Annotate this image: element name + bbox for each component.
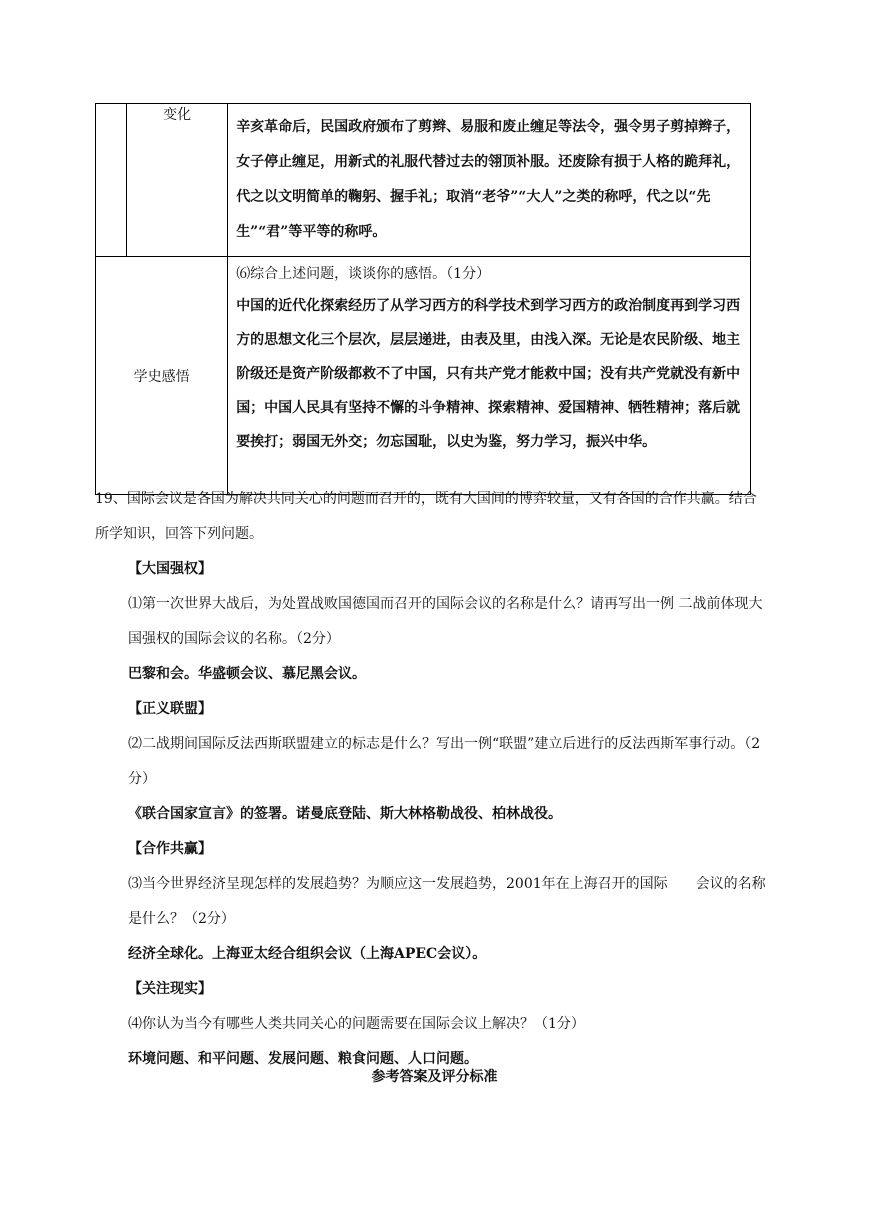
section-answer: 巴黎和会。华盛顿会议、慕尼黑会议。 [128,666,366,682]
section-heading: 【合作共赢】 [128,841,212,857]
table-empty-cell [96,104,127,257]
section-answer: 环境问题、和平问题、发展问题、粮食问题、人口问题。 [128,1051,478,1067]
section-heading: 【大国强权】 [128,561,212,577]
section-question: ⑶当今世界经济呈现怎样的发展趋势？为顺应这一发展趋势，2001年在上海召开的国际 会议的名称是什么？（2分） [128,876,766,927]
history-table [95,103,751,495]
section-question: ⑷你认为当今有哪些人类共同关心的问题需要在国际会议上解决？（1分） [128,1016,585,1032]
table-row [96,104,751,257]
change-text: 辛亥革命后，民国政府颁布了剪辫、易服和废止缠足等法令，强令男子剪掉辫子，女子停止缠足，用新式的礼服代替过去的翎顶补服。还废除有损于人格的跪拜礼，代之以文明简单的鞠躬、握手礼；取消“老爷”“大人”之类的称呼，代之以“先生”“君”等平等的称呼。 [236,119,741,240]
row-label-change: 变化 [127,104,228,257]
section-question: ⑴第一次世界大战后，为处置战败国德国而召开的国际会议的名称是什么？请再写出一例 二战前体现大国强权的国际会议的名称。（2分） [128,596,763,647]
question-19 [95,482,767,1077]
reflection-answer: 中国的近代化探索经历了从学习西方的科学技术到学习西方的政治制度再到学习西方的思想文化三个层次，层层递进，由表及里，由浅入深。无论是农民阶级、地主阶级还是资产阶级都救不了中国，只有共产党才能救中国；没有共产党就没有新中国；中国人民具有坚持不懈的斗争精神、探索精神、爱国精神、牺牲精神；落后就要挨打；弱国无外交；勿忘国耻，以史为鉴，努力学习，振兴中华。 [236,298,741,450]
section-answer: 经济全球化。上海亚太经合组织会议（上海APEC会议）。 [128,946,487,962]
row-content-change [228,104,751,257]
answer-key-title: 参考答案及评分标准 [371,1069,498,1085]
section-answer: 《联合国家宣言》的签署。诺曼底登陆、斯大林格勒战役、柏林战役。 [128,806,562,822]
table-row [96,257,751,495]
row-label-reflection: 学史感悟 [96,257,228,495]
section-heading: 【关注现实】 [128,981,212,997]
q19-intro: 19、国际会议是各国为解决共同关心的问题而召开的，既有大国间的博弈较量，又有各国的合作共赢。结合所学知识，回答下列问题。 [95,491,757,542]
section-heading: 【正义联盟】 [128,701,212,717]
section-question: ⑵二战期间国际反法西斯联盟建立的标志是什么？写出一例“联盟”建立后进行的反法西斯军事行动。（2分） [128,736,761,787]
row-content-reflection [228,257,751,495]
reflection-question: ⑹综合上述问题，谈谈你的感悟。（1分） [236,266,491,282]
